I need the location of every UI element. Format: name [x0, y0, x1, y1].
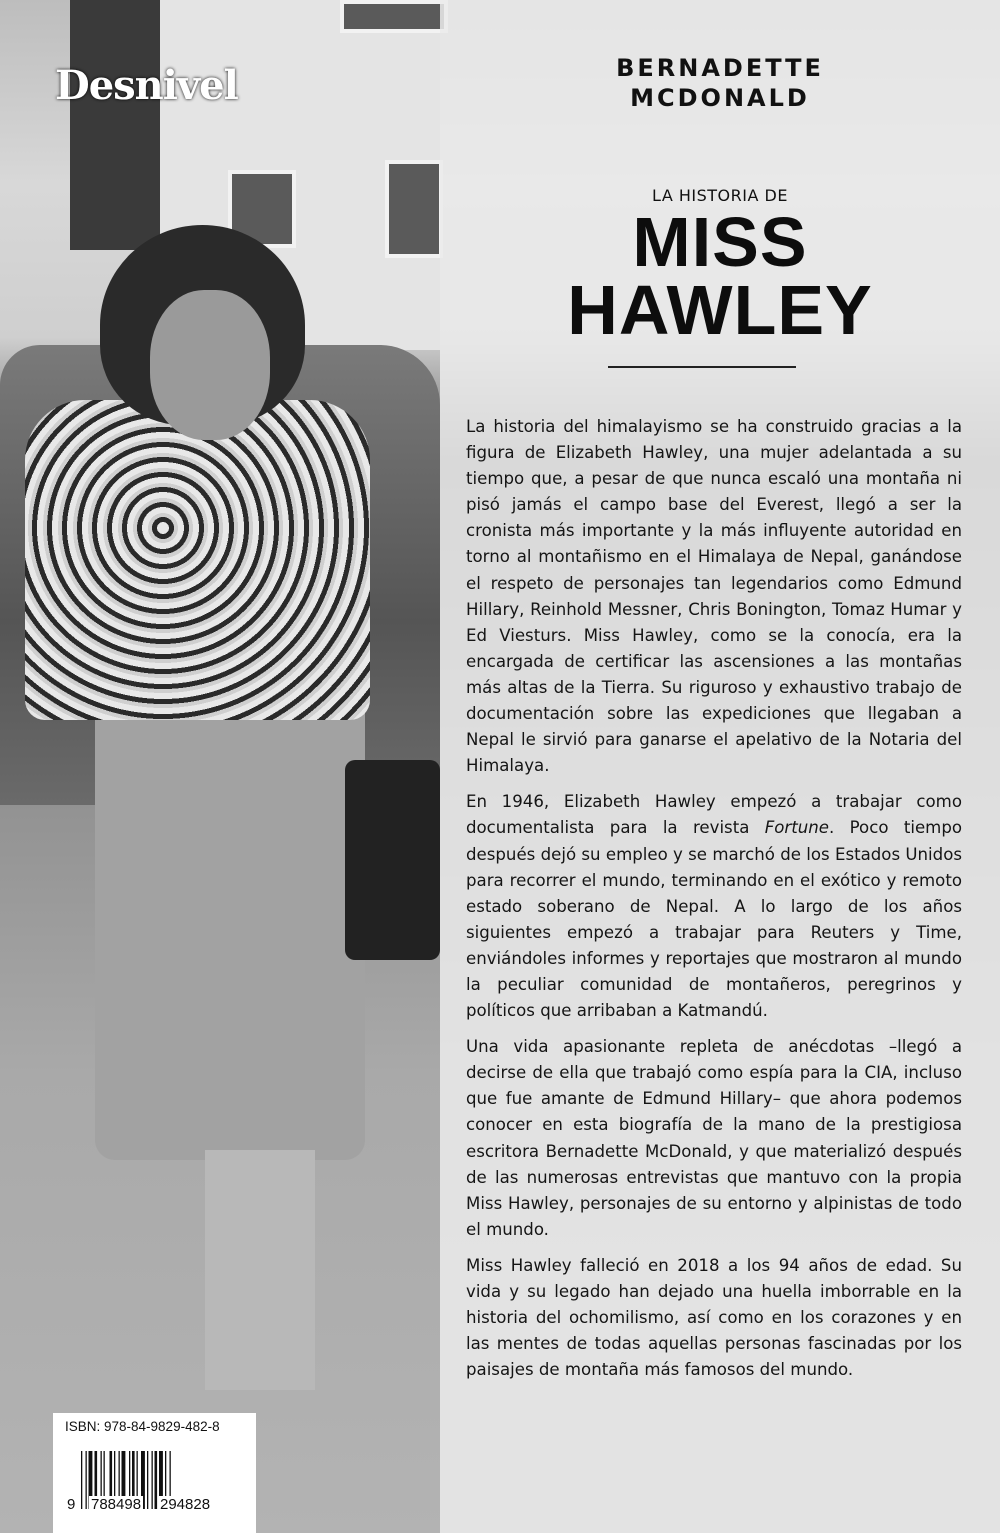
title-line-2: HAWLEY [567, 271, 873, 349]
woman-legs [205, 1150, 315, 1390]
paragraph-4: Miss Hawley falleció en 2018 a los 94 años de edad. Su vida y su legado han dejado una huella imborrable en la historia del ochomilismo, así como en los corazones y en las mentes de todas aquellas personas fascinadas por los paisajes de montaña más famosos del mundo. [466, 1255, 962, 1380]
paragraph-2-text-end: . Poco tiempo después dejó su empleo y se marchó de los Estados Unidos para recorrer el mundo, terminando en el exótico y remoto estado soberano de Nepal. A lo largo de los años siguientes empezó a trabajar para Reuters y Time, enviándoles informes y reportajes que mostraron al mundo la peculiar comunidad de montañeros, peregrinos y políticos que arribaban a Katmandú. [466, 818, 963, 1021]
paragraph-3: Una vida apasionante repleta de anécdotas –llegó a decirse de ella que trabajó como espía para la CIA, incluso que fue amante de Edmund Hillary– que ahora podemos conocer en esta biografía de la mano de la prestigiosa escritora Bernadette McDonald, y que materializó después de las numerosas entrevistas que mantuvo con la propia Miss Hawley, personajes de su entorno y alpinistas de todo el mundo. [466, 1037, 962, 1239]
barcode-digit-prefix: 9 [67, 1496, 76, 1513]
author-last-name: MCDONALD [630, 84, 810, 112]
paragraph-1: La historia del himalayismo se ha construido gracias a la figura de Elizabeth Hawley, una mujer adelantada a su tiempo que, a pesar de que nunca escaló una montaña ni pisó jamás el campo base del Everest, llegó a ser la cronista más importante y la más influyente autoridad en torno al montañismo en el Himalaya de Nepal, ganándose el respeto de personajes tan legendarios como Edmund Hillary, Reinhold Messner, Chris Bonington, Tomaz Humar y Ed Viesturs. Miss Hawley, como se la conocía, era la encargada de certificar las ascensiones a las montañas más altas de la Tierra. Su riguroso y exhaustivo trabajo de documentación sobre las expediciones que llegaban a Nepal le sirvió para ganarse el apelativo de la Notaria del Himalaya. [466, 417, 962, 776]
barcode-digits-left: 788498 [91, 1496, 142, 1513]
isbn-label: ISBN: 978-84-9829-482-8 [65, 1419, 220, 1434]
woman-skirt [95, 700, 365, 1160]
book-title [440, 203, 1000, 349]
woman-face [150, 290, 270, 440]
author-first-name: BERNADETTE [616, 54, 824, 82]
subtitle: LA HISTORIA DE [652, 186, 788, 205]
magazine-name: Fortune [764, 818, 830, 838]
barcode-digits-right: 294828 [160, 1496, 211, 1513]
paragraph-2 [466, 789, 962, 1024]
barcode-box [53, 1413, 256, 1533]
title-line-1: MISS [632, 203, 808, 281]
woman-shirt [25, 400, 370, 720]
publisher-logo: Desnivel [55, 62, 238, 109]
handbag [345, 760, 440, 960]
synopsis [466, 414, 962, 1393]
title-divider [608, 366, 796, 368]
paragraph-2-text: En 1946, Elizabeth Hawley empezó a trabajar como documentalista para la revista [466, 792, 962, 838]
